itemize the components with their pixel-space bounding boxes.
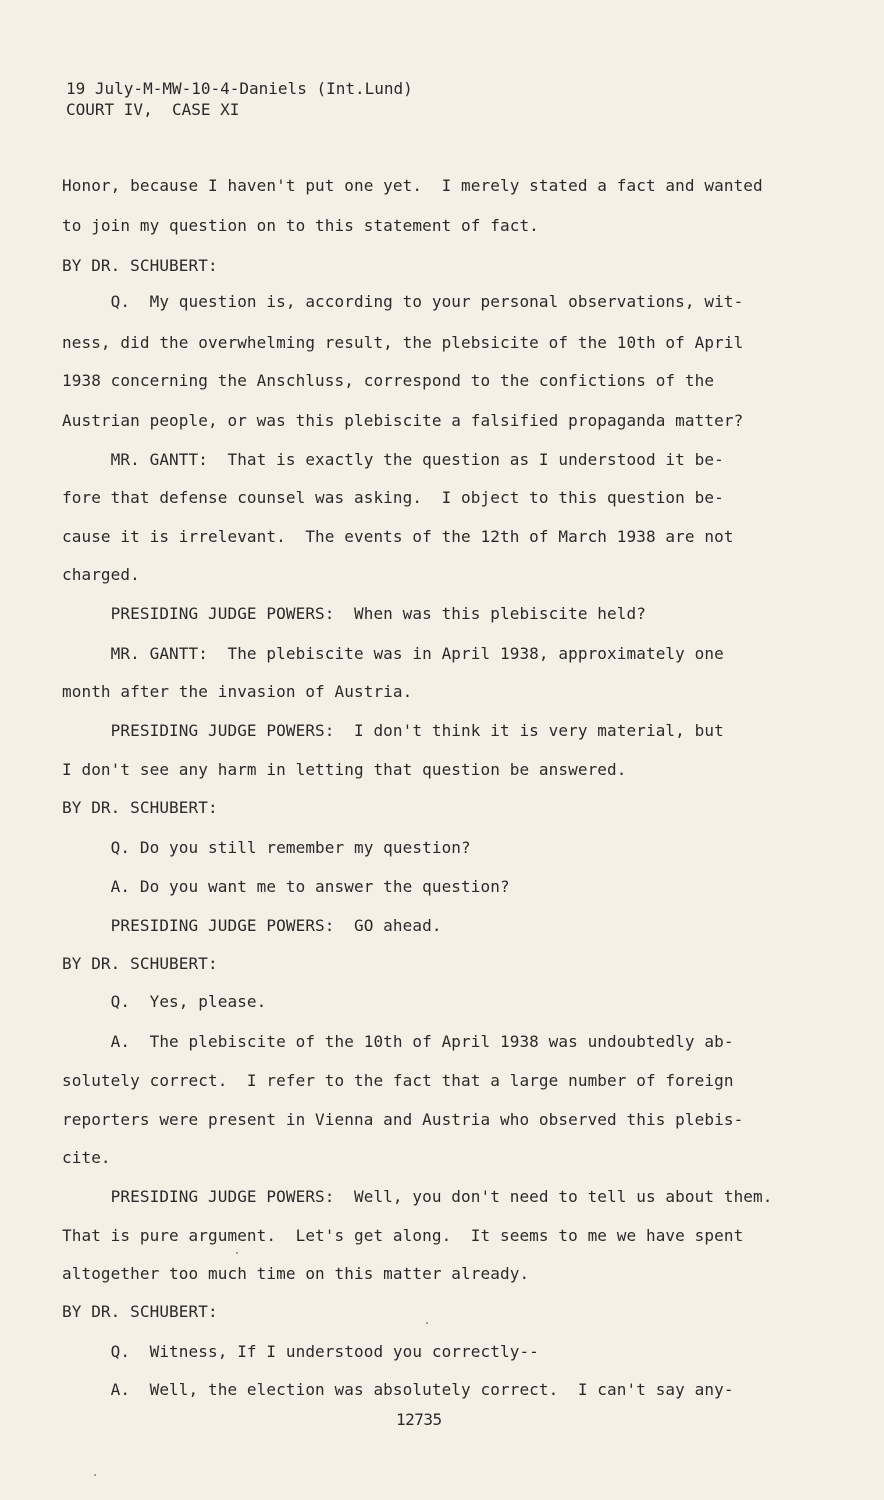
transcript-line: ness, did the overwhelming result, the plebsicite of the 10th of April (62, 333, 744, 352)
header-line-2: COURT IV, CASE XI (66, 100, 240, 119)
document-header (66, 78, 413, 120)
transcript-line: PRESIDING JUDGE POWERS: GO ahead. (62, 916, 442, 935)
page-number: 12735 (396, 1410, 442, 1429)
transcript-line: charged. (62, 565, 140, 584)
transcript-line: A. Do you want me to answer the question? (62, 877, 510, 896)
transcript-line: solutely correct. I refer to the fact that a large number of foreign (62, 1071, 734, 1090)
transcript-line: MR. GANTT: That is exactly the question as I understood it be- (62, 450, 724, 469)
transcript-line: fore that defense counsel was asking. I object to this question be- (62, 488, 724, 507)
transcript-line: BY DR. SCHUBERT: (62, 1302, 218, 1321)
paper-speck (94, 1474, 96, 1476)
transcript-line: 1938 concerning the Anschluss, correspond to the confictions of the (62, 371, 715, 390)
transcript-line: MR. GANTT: The plebiscite was in April 1938, approximately one (62, 644, 724, 663)
transcript-line: BY DR. SCHUBERT: (62, 256, 218, 275)
transcript-line: to join my question on to this statement of fact. (62, 216, 539, 235)
transcript-line: altogether too much time on this matter already. (62, 1264, 530, 1283)
transcript-line: PRESIDING JUDGE POWERS: When was this plebiscite held? (62, 604, 646, 623)
transcript-line: Q. Yes, please. (62, 992, 267, 1011)
transcript-line: A. Well, the election was absolutely correct. I can't say any- (62, 1380, 734, 1399)
transcript-line: PRESIDING JUDGE POWERS: I don't think it is very material, but (62, 721, 724, 740)
paper-speck (236, 1252, 238, 1254)
transcript-line: cite. (62, 1148, 111, 1167)
transcript-line: Q. Witness, If I understood you correctly-- (62, 1342, 539, 1361)
transcript-line: Honor, because I haven't put one yet. I merely stated a fact and wanted (62, 176, 763, 195)
paper-speck (426, 1322, 428, 1324)
transcript-line: A. The plebiscite of the 10th of April 1938 was undoubtedly ab- (62, 1032, 734, 1051)
transcript-line: BY DR. SCHUBERT: (62, 798, 218, 817)
transcript-line: PRESIDING JUDGE POWERS: Well, you don't need to tell us about them. (62, 1187, 773, 1206)
transcript-line: BY DR. SCHUBERT: (62, 954, 218, 973)
header-line-1: 19 July-M-MW-10-4-Daniels (Int.Lund) (66, 79, 413, 98)
transcript-line: month after the invasion of Austria. (62, 682, 413, 701)
transcript-line: Austrian people, or was this plebiscite a falsified propaganda matter? (62, 411, 744, 430)
transcript-line: That is pure argument. Let's get along. It seems to me we have spent (62, 1226, 744, 1245)
transcript-line: cause it is irrelevant. The events of the 12th of March 1938 are not (62, 527, 734, 546)
transcript-line: reporters were present in Vienna and Austria who observed this plebis- (62, 1110, 744, 1129)
transcript-line: I don't see any harm in letting that question be answered. (62, 760, 627, 779)
transcript-line: Q. My question is, according to your personal observations, wit- (62, 292, 744, 311)
transcript-line: Q. Do you still remember my question? (62, 838, 471, 857)
